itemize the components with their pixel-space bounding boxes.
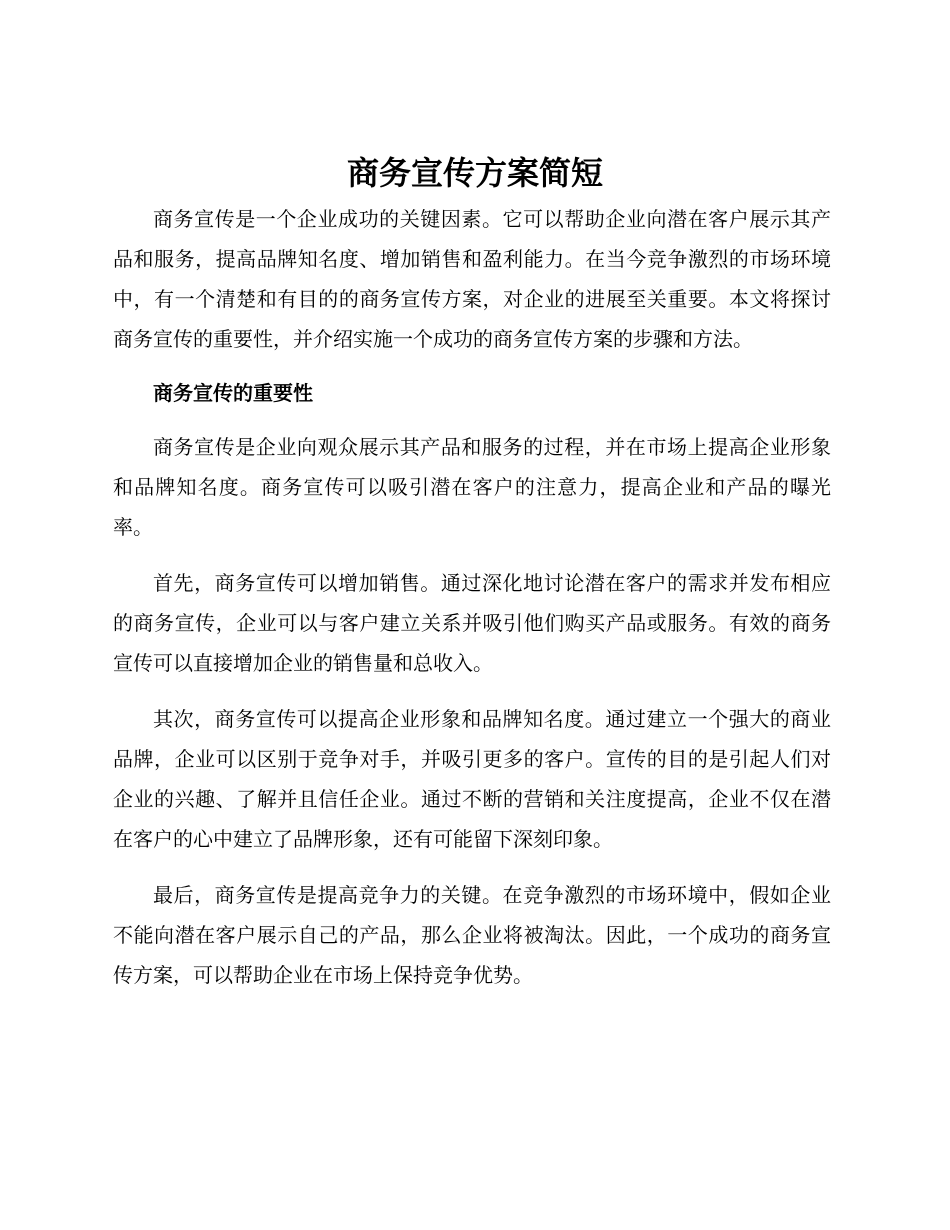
spacer bbox=[113, 859, 831, 875]
document-body bbox=[113, 199, 831, 995]
spacer bbox=[113, 359, 831, 373]
spacer bbox=[113, 683, 831, 699]
section-heading: 商务宣传的重要性 bbox=[153, 381, 313, 405]
document-title: 商务宣传方案简短 bbox=[346, 154, 603, 192]
intro-paragraph: 商务宣传是一个企业成功的关键因素。它可以帮助企业向潜在客户展示其产品和服务，提高品牌知名度、增加销售和盈利能力。在当今竞争激烈的市场环境中，有一个清楚和有目的的商务宣传方案，对企业的进展至关重要。本文将探讨商务宣传的重要性，并介绍实施一个成功的商务宣传方案的步骤和方法。 bbox=[113, 207, 831, 351]
body-paragraph-2: 首先，商务宣传可以增加销售。通过深化地讨论潜在客户的需求并发布相应的商务宣传，企业可以与客户建立关系并吸引他们购买产品或服务。有效的商务宣传可以直接增加企业的销售量和总收入。 bbox=[113, 571, 831, 675]
body-paragraph-1: 商务宣传是企业向观众展示其产品和服务的过程，并在市场上提高企业形象和品牌知名度。商务宣传可以吸引潜在客户的注意力，提高企业和产品的曝光率。 bbox=[113, 435, 831, 539]
spacer bbox=[113, 413, 831, 427]
spacer bbox=[113, 547, 831, 563]
body-paragraph-4: 最后，商务宣传是提高竞争力的关键。在竞争激烈的市场环境中，假如企业不能向潜在客户展示自己的产品，那么企业将被淘汰。因此，一个成功的商务宣传方案，可以帮助企业在市场上保持竞争优势。 bbox=[113, 883, 831, 987]
body-paragraph-3: 其次，商务宣传可以提高企业形象和品牌知名度。通过建立一个强大的商业品牌，企业可以区别于竞争对手，并吸引更多的客户。宣传的目的是引起人们对企业的兴趣、了解并且信任企业。通过不断的营销和关注度提高，企业不仅在潜在客户的心中建立了品牌形象，还有可能留下深刻印象。 bbox=[113, 707, 831, 851]
